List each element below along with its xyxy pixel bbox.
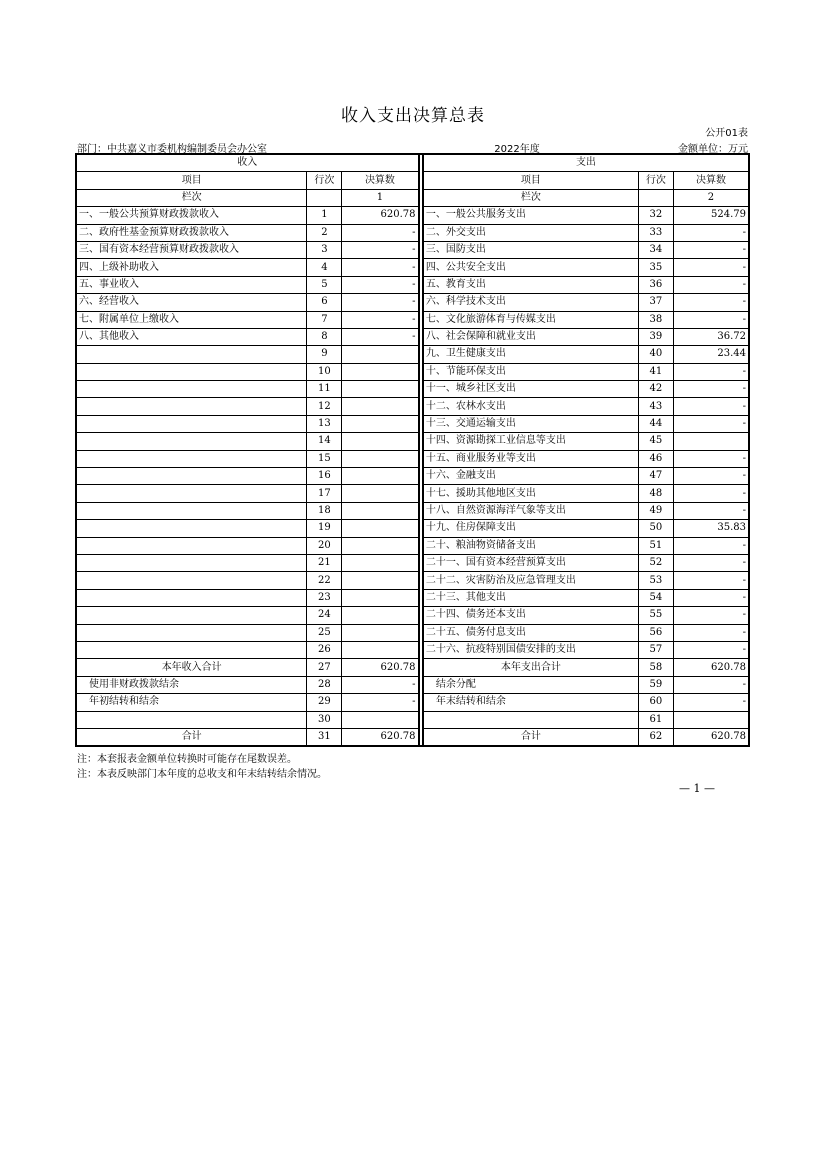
income-amount: - [342, 294, 419, 311]
expense-item-label: 四、公共安全支出 [423, 259, 639, 276]
income-row-no: 5 [307, 276, 342, 293]
income-year-total-label: 本年收入合计 [76, 659, 307, 676]
expense-amount: - [673, 415, 749, 432]
expense-amount: - [673, 363, 749, 380]
income-row-no: 21 [307, 554, 342, 571]
income-amount-header: 决算数 [342, 172, 419, 189]
table-row [76, 259, 749, 276]
table-row [76, 398, 749, 415]
form-code: 公开01表 [705, 128, 748, 139]
income-item-label [76, 502, 307, 519]
income-item-label [76, 572, 307, 589]
expense-item-label: 十六、金融支出 [423, 468, 639, 485]
expense-row-no: 44 [638, 415, 673, 432]
income-amount [342, 485, 419, 502]
table-row [76, 241, 749, 258]
income-amount [342, 502, 419, 519]
expense-amount: 36.72 [673, 328, 749, 345]
income-blank-no: 30 [307, 711, 342, 728]
expense-row-no: 38 [638, 311, 673, 328]
expense-col-number: 2 [673, 189, 749, 206]
expense-row-no: 39 [638, 328, 673, 345]
income-amount [342, 415, 419, 432]
expense-lanci-label: 栏次 [423, 189, 639, 206]
amount-unit: 金额单位：万元 [678, 144, 748, 155]
expense-amount: - [673, 537, 749, 554]
income-nonfiscal-surplus-label: 使用非财政拨款结余 [76, 676, 307, 693]
income-row-no: 18 [307, 502, 342, 519]
expense-amount: - [673, 624, 749, 641]
expense-row-no: 57 [638, 641, 673, 658]
expense-row-no: 45 [638, 433, 673, 450]
income-row-no: 16 [307, 468, 342, 485]
income-amount [342, 433, 419, 450]
income-row-no: 11 [307, 381, 342, 398]
income-amount: - [342, 328, 419, 345]
expense-row-no: 47 [638, 468, 673, 485]
expense-blank-value [673, 711, 749, 728]
income-amount [342, 346, 419, 363]
expense-row-no: 33 [638, 224, 673, 241]
expense-blank-label [423, 711, 639, 728]
table-row [76, 520, 749, 537]
income-row-no: 10 [307, 363, 342, 380]
expense-item-label: 九、卫生健康支出 [423, 346, 639, 363]
expense-amount-header: 决算数 [673, 172, 749, 189]
income-item-label [76, 398, 307, 415]
income-amount [342, 589, 419, 606]
income-item-label [76, 554, 307, 571]
expense-row-no: 40 [638, 346, 673, 363]
expense-row-no: 35 [638, 259, 673, 276]
income-amount [342, 572, 419, 589]
expense-year-total-label: 本年支出合计 [423, 659, 639, 676]
expense-item-label: 十四、资源勘探工业信息等支出 [423, 433, 639, 450]
income-row-no: 1 [307, 207, 342, 224]
footnote: 注：本套报表金额单位转换时可能存在尾数误差。 [77, 754, 297, 765]
expense-item-label: 二十一、国有资本经营预算支出 [423, 554, 639, 571]
expense-header: 支出 [423, 154, 749, 172]
income-amount [342, 520, 419, 537]
income-amount [342, 363, 419, 380]
income-item-label: 二、政府性基金预算财政拨款收入 [76, 224, 307, 241]
expense-row-no: 32 [638, 207, 673, 224]
income-item-label [76, 537, 307, 554]
income-row-no: 6 [307, 294, 342, 311]
expense-row-no: 37 [638, 294, 673, 311]
table-row [76, 224, 749, 241]
expense-item-label: 一、一般公共服务支出 [423, 207, 639, 224]
expense-row-no: 46 [638, 450, 673, 467]
income-item-label [76, 485, 307, 502]
expense-amount: - [673, 502, 749, 519]
expense-row-no: 36 [638, 276, 673, 293]
income-amount [342, 450, 419, 467]
expense-surplus-distribution-label: 结余分配 [423, 676, 639, 693]
expense-amount: - [673, 276, 749, 293]
income-opening-balance-label: 年初结转和结余 [76, 694, 307, 711]
expense-amount: - [673, 641, 749, 658]
expense-row-no: 52 [638, 554, 673, 571]
table-row [76, 624, 749, 641]
table-row [76, 363, 749, 380]
expense-row-no: 51 [638, 537, 673, 554]
table-row [76, 311, 749, 328]
expense-row-no: 48 [638, 485, 673, 502]
income-opening-balance-value: - [342, 694, 419, 711]
income-amount [342, 554, 419, 571]
expense-item-label: 六、科学技术支出 [423, 294, 639, 311]
footnotes [77, 752, 327, 782]
income-header: 收入 [76, 154, 419, 172]
expense-amount: - [673, 450, 749, 467]
page-title: 收入支出决算总表 [341, 106, 485, 126]
income-amount: - [342, 224, 419, 241]
income-row-no: 12 [307, 398, 342, 415]
fiscal-year: 2022年度 [494, 144, 540, 155]
expense-row-no: 55 [638, 607, 673, 624]
expense-row-no: 41 [638, 363, 673, 380]
expense-item-label: 十八、自然资源海洋气象等支出 [423, 502, 639, 519]
expense-item-label: 十、节能环保支出 [423, 363, 639, 380]
table-row [76, 415, 749, 432]
expense-item-label: 二、外交支出 [423, 224, 639, 241]
income-grand-total-no: 31 [307, 728, 342, 746]
income-row-no: 19 [307, 520, 342, 537]
income-item-label [76, 589, 307, 606]
income-nonfiscal-surplus-no: 28 [307, 676, 342, 693]
income-row-no: 17 [307, 485, 342, 502]
expense-row-no: 53 [638, 572, 673, 589]
income-amount [342, 641, 419, 658]
income-expense-table [75, 153, 750, 747]
income-row-no: 15 [307, 450, 342, 467]
expense-item-label: 十五、商业服务业等支出 [423, 450, 639, 467]
expense-amount: 35.83 [673, 520, 749, 537]
expense-item-label: 二十二、灾害防治及应急管理支出 [423, 572, 639, 589]
expense-item-label: 二十、粮油物资储备支出 [423, 537, 639, 554]
expense-closing-balance-value: - [673, 694, 749, 711]
income-row-no-header: 行次 [307, 172, 342, 189]
expense-amount: - [673, 241, 749, 258]
income-item-label [76, 433, 307, 450]
income-item-label [76, 520, 307, 537]
income-row-no: 7 [307, 311, 342, 328]
expense-amount: - [673, 311, 749, 328]
expense-amount: 524.79 [673, 207, 749, 224]
income-row-no: 9 [307, 346, 342, 363]
income-row-no: 13 [307, 415, 342, 432]
income-item-label: 七、附属单位上缴收入 [76, 311, 307, 328]
expense-amount: - [673, 224, 749, 241]
page-number: — 1 — [679, 782, 715, 795]
income-amount [342, 537, 419, 554]
income-row-no: 22 [307, 572, 342, 589]
income-item-label [76, 607, 307, 624]
expense-row-no: 42 [638, 381, 673, 398]
expense-item-label: 三、国防支出 [423, 241, 639, 258]
income-amount [342, 607, 419, 624]
expense-item-label: 二十三、其他支出 [423, 589, 639, 606]
table-row [76, 450, 749, 467]
expense-closing-balance-label: 年末结转和结余 [423, 694, 639, 711]
income-amount: - [342, 311, 419, 328]
table-row [76, 207, 749, 224]
income-item-label: 一、一般公共预算财政拨款收入 [76, 207, 307, 224]
expense-item-label: 二十六、抗疫特别国债安排的支出 [423, 641, 639, 658]
income-amount: - [342, 259, 419, 276]
expense-row-no: 54 [638, 589, 673, 606]
income-blank-value [342, 711, 419, 728]
income-opening-balance-no: 29 [307, 694, 342, 711]
expense-amount: - [673, 294, 749, 311]
income-item-label [76, 450, 307, 467]
expense-item-label: 二十五、债务付息支出 [423, 624, 639, 641]
expense-amount: - [673, 485, 749, 502]
expense-row-no: 49 [638, 502, 673, 519]
expense-item-label: 五、教育支出 [423, 276, 639, 293]
expense-amount: - [673, 381, 749, 398]
income-col-number: 1 [342, 189, 419, 206]
expense-item-label: 十二、农林水支出 [423, 398, 639, 415]
footnote: 注：本表反映部门本年度的总收支和年末结转结余情况。 [77, 769, 327, 780]
income-item-label: 三、国有资本经营预算财政拨款收入 [76, 241, 307, 258]
table-row [76, 641, 749, 658]
income-amount [342, 398, 419, 415]
income-row-no: 23 [307, 589, 342, 606]
income-item-label: 六、经营收入 [76, 294, 307, 311]
table-row [76, 607, 749, 624]
income-item-label: 四、上级补助收入 [76, 259, 307, 276]
expense-item-label: 十七、援助其他地区支出 [423, 485, 639, 502]
expense-item-label: 十三、交通运输支出 [423, 415, 639, 432]
income-row-no: 24 [307, 607, 342, 624]
income-row-no: 20 [307, 537, 342, 554]
table-row [76, 572, 749, 589]
income-row-no: 8 [307, 328, 342, 345]
expense-amount: - [673, 398, 749, 415]
income-row-no: 2 [307, 224, 342, 241]
expense-amount: - [673, 589, 749, 606]
table-row [76, 328, 749, 345]
expense-row-no: 56 [638, 624, 673, 641]
expense-amount [673, 433, 749, 450]
income-lanci-blank [307, 189, 342, 206]
income-item-label: 五、事业收入 [76, 276, 307, 293]
income-item-label [76, 641, 307, 658]
expense-item-header: 项目 [423, 172, 639, 189]
table-row [76, 554, 749, 571]
table-row [76, 276, 749, 293]
income-nonfiscal-surplus-value: - [342, 676, 419, 693]
income-grand-total-label: 合计 [76, 728, 307, 746]
expense-row-no-header: 行次 [638, 172, 673, 189]
income-row-no: 14 [307, 433, 342, 450]
income-amount [342, 624, 419, 641]
table-row [76, 589, 749, 606]
income-amount [342, 381, 419, 398]
expense-surplus-distribution-no: 59 [638, 676, 673, 693]
income-item-header: 项目 [76, 172, 307, 189]
income-item-label [76, 381, 307, 398]
income-amount [342, 468, 419, 485]
table-row [76, 537, 749, 554]
income-amount: 620.78 [342, 207, 419, 224]
income-amount: - [342, 241, 419, 258]
expense-amount: - [673, 259, 749, 276]
income-row-no: 25 [307, 624, 342, 641]
expense-item-label: 二十四、债务还本支出 [423, 607, 639, 624]
table-row [76, 433, 749, 450]
table-row [76, 346, 749, 363]
expense-amount: 23.44 [673, 346, 749, 363]
income-grand-total-value: 620.78 [342, 728, 419, 746]
expense-item-label: 十九、住房保障支出 [423, 520, 639, 537]
income-lanci-label: 栏次 [76, 189, 307, 206]
expense-row-no: 34 [638, 241, 673, 258]
expense-item-label: 七、文化旅游体育与传媒支出 [423, 311, 639, 328]
expense-blank-no: 61 [638, 711, 673, 728]
expense-row-no: 43 [638, 398, 673, 415]
income-row-no: 3 [307, 241, 342, 258]
expense-item-label: 十一、城乡社区支出 [423, 381, 639, 398]
expense-grand-total-label: 合计 [423, 728, 639, 746]
table-row [76, 294, 749, 311]
income-row-no: 26 [307, 641, 342, 658]
expense-item-label: 八、社会保障和就业支出 [423, 328, 639, 345]
expense-surplus-distribution-value: - [673, 676, 749, 693]
expense-closing-balance-no: 60 [638, 694, 673, 711]
expense-amount: - [673, 572, 749, 589]
income-amount: - [342, 276, 419, 293]
expense-grand-total-no: 62 [638, 728, 673, 746]
expense-amount: - [673, 554, 749, 571]
table-row [76, 468, 749, 485]
table-row [76, 485, 749, 502]
income-year-total-no: 27 [307, 659, 342, 676]
expense-amount: - [673, 468, 749, 485]
expense-grand-total-value: 620.78 [673, 728, 749, 746]
income-row-no: 4 [307, 259, 342, 276]
income-item-label: 八、其他收入 [76, 328, 307, 345]
income-item-label [76, 363, 307, 380]
table-row [76, 381, 749, 398]
table-row [76, 502, 749, 519]
expense-amount: - [673, 607, 749, 624]
income-item-label [76, 468, 307, 485]
income-item-label [76, 624, 307, 641]
income-item-label [76, 346, 307, 363]
expense-year-total-value: 620.78 [673, 659, 749, 676]
department-label: 部门：中共嘉义市委机构编制委员会办公室 [77, 144, 267, 155]
expense-year-total-no: 58 [638, 659, 673, 676]
expense-lanci-blank [638, 189, 673, 206]
expense-row-no: 50 [638, 520, 673, 537]
income-year-total-value: 620.78 [342, 659, 419, 676]
income-item-label [76, 415, 307, 432]
income-blank-label [76, 711, 307, 728]
